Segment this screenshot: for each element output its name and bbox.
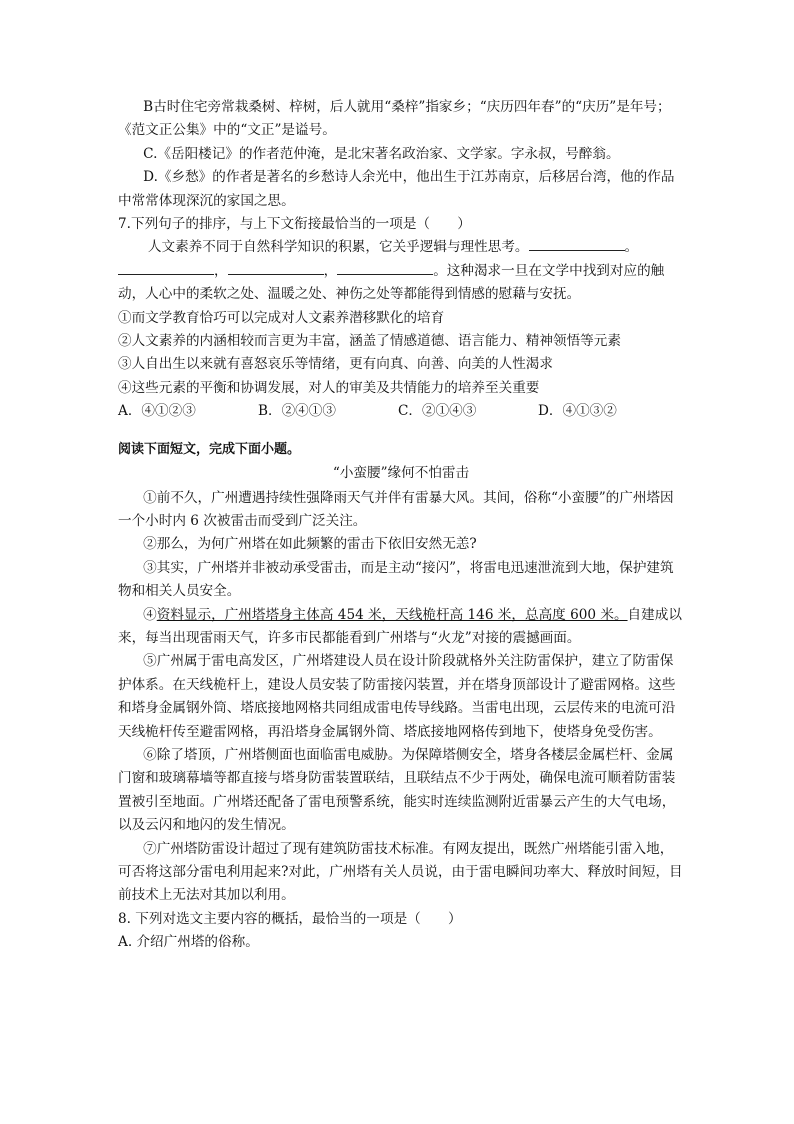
blank-3[interactable] xyxy=(228,260,324,275)
q6-option-c: C.《岳阳楼记》的作者范仲淹，是北宋著名政治家、文学家。字永叔，号醉翁。 xyxy=(143,145,620,162)
q7-choice-a[interactable]: A．④①②③ xyxy=(118,403,196,420)
q7-passage: 人文素养不同于自然科学知识的积累，它关乎逻辑与理性思考。 。， ， 。这种渴求一旦在文学中找到对应的触动，人心中的柔软之处、温暖之处、神伤之处等都能得到情感的慰藉与安抚。 xyxy=(118,236,684,306)
q6-option-d: D.《乡愁》的作者是著名的乡愁诗人余光中，他出生于江苏南京，后移居台湾，他的作品中常常体现深沉的家国之思。 xyxy=(118,169,675,209)
q7-sentence-4: ④这些元素的平衡和协调发展，对人的审美及共情能力的培养至关重要 xyxy=(118,379,540,396)
q7-sentence-1: ①而文学教育恰巧可以完成对人文素养潜移默化的培育 xyxy=(118,309,445,326)
q7-choice-d[interactable]: D．④①③② xyxy=(538,403,617,420)
q7-choice-c[interactable]: C．②①④③ xyxy=(398,403,477,420)
q7-stem: 7.下列句子的排序，与上下文衔接最恰当的一项是（ ） xyxy=(118,216,471,233)
blank-1[interactable] xyxy=(529,236,625,251)
q7-sentence-2: ②人文素养的内涵相较而言更为丰富，涵盖了情感道德、语言能力、精神领悟等元素 xyxy=(118,333,621,350)
paragraph-2: ②那么，为何广州塔在如此频繁的雷击下依旧安然无恙? xyxy=(143,536,477,553)
q6-option-b: B古时住宅旁常栽桑树、梓树，后人就用“桑梓”指家乡；“庆历四年春”的“庆历”是年号；《范文正公集》中的“文正”是谥号。 xyxy=(118,99,671,139)
q7-sentence-3: ③人自出生以来就有喜怒哀乐等情绪，更有向真、向善、向美的人性渴求 xyxy=(118,356,553,373)
paragraph-1: ①前不久，广州遭遇持续性强降雨天气并伴有雷暴大风。其间，俗称“小蛮腰”的广州塔因一个小时内 6 次被雷击而受到广泛关注。 xyxy=(118,489,674,529)
underlined-sentence: 资料显示，广州塔塔身主体高 454 米，天线桅杆高 146 米，总高度 600 米。 xyxy=(156,606,628,623)
paragraph-7: ⑦广州塔防雷设计超过了现有建筑防雷技术标准。有网友提出，既然广州塔能引雷入地，可否将这部分雷电利用起来?对此，广州塔有关人员说，由于雷电瞬间功率大、释放时间短，目前技术上无法对其加以利用。 xyxy=(118,840,683,904)
q7-choice-b[interactable]: B．②④①③ xyxy=(258,403,336,420)
reading-heading: 阅读下面短文，完成下面小题。 xyxy=(118,441,301,457)
q7-passage-end: 。这种渴求一旦在文学中找到对应的触动，人心中的柔软之处、温暖之处、神伤之处等都能得到情感的慰藉与安抚。 xyxy=(118,262,665,303)
paragraph-4 xyxy=(118,604,684,651)
q8-option-a[interactable]: A. 介绍广州塔的俗称。 xyxy=(118,934,259,951)
document-page xyxy=(118,96,684,955)
paragraph-4-rest: 自建成以来，每当出现雷雨天气，许多市民都能看到广州塔与“火龙”对接的震撼画面。 xyxy=(118,606,682,646)
q7-choices xyxy=(118,400,684,423)
blank-4[interactable] xyxy=(337,260,433,275)
blank-2[interactable] xyxy=(118,260,214,275)
q8-stem: 8. 下列对选文主要内容的概括，最恰当的一项是（ ） xyxy=(118,910,462,927)
paragraph-4-number: ④ xyxy=(143,606,157,623)
article-title: “小蛮腰”缘何不怕雷击 xyxy=(332,465,470,482)
paragraph-5: ⑤广州属于雷电高发区，广州塔建设人员在设计阶段就格外关注防雷保护，建立了防雷保护体系。在天线桅杆上，建设人员安装了防雷接闪装置，并在塔身顶部设计了避雷网格。这些和塔身金属钢外筒、塔底接地网格共同组成雷电传导线路。当雷电出现，云层传来的电流可沿天线桅杆传至避雷网格，再沿塔身金属钢外筒、塔底接地网格传到地下，使塔身免受伤害。 xyxy=(118,653,676,740)
paragraph-3: ③其实，广州塔并非被动承受雷击，而是主动“接闪”，将雷电迅速泄流到大地，保护建筑物和相关人员安全。 xyxy=(118,559,674,600)
paragraph-6: ⑥除了塔顶，广州塔侧面也面临雷电威胁。为保障塔侧安全，塔身各楼层金属栏杆、金属门窗和玻璃幕墙等都直接与塔身防雷装置联结，且联结点不少于两处，确保电流可顺着防雷装置被引至地面。广州塔还配备了雷电预警系统，能实时连续监测附近雷暴云产生的大气电场，以及云闪和地闪的发生情况。 xyxy=(118,746,676,834)
q7-passage-start: 人文素养不同于自然科学知识的积累，它关乎逻辑与理性思考。 xyxy=(147,239,529,256)
